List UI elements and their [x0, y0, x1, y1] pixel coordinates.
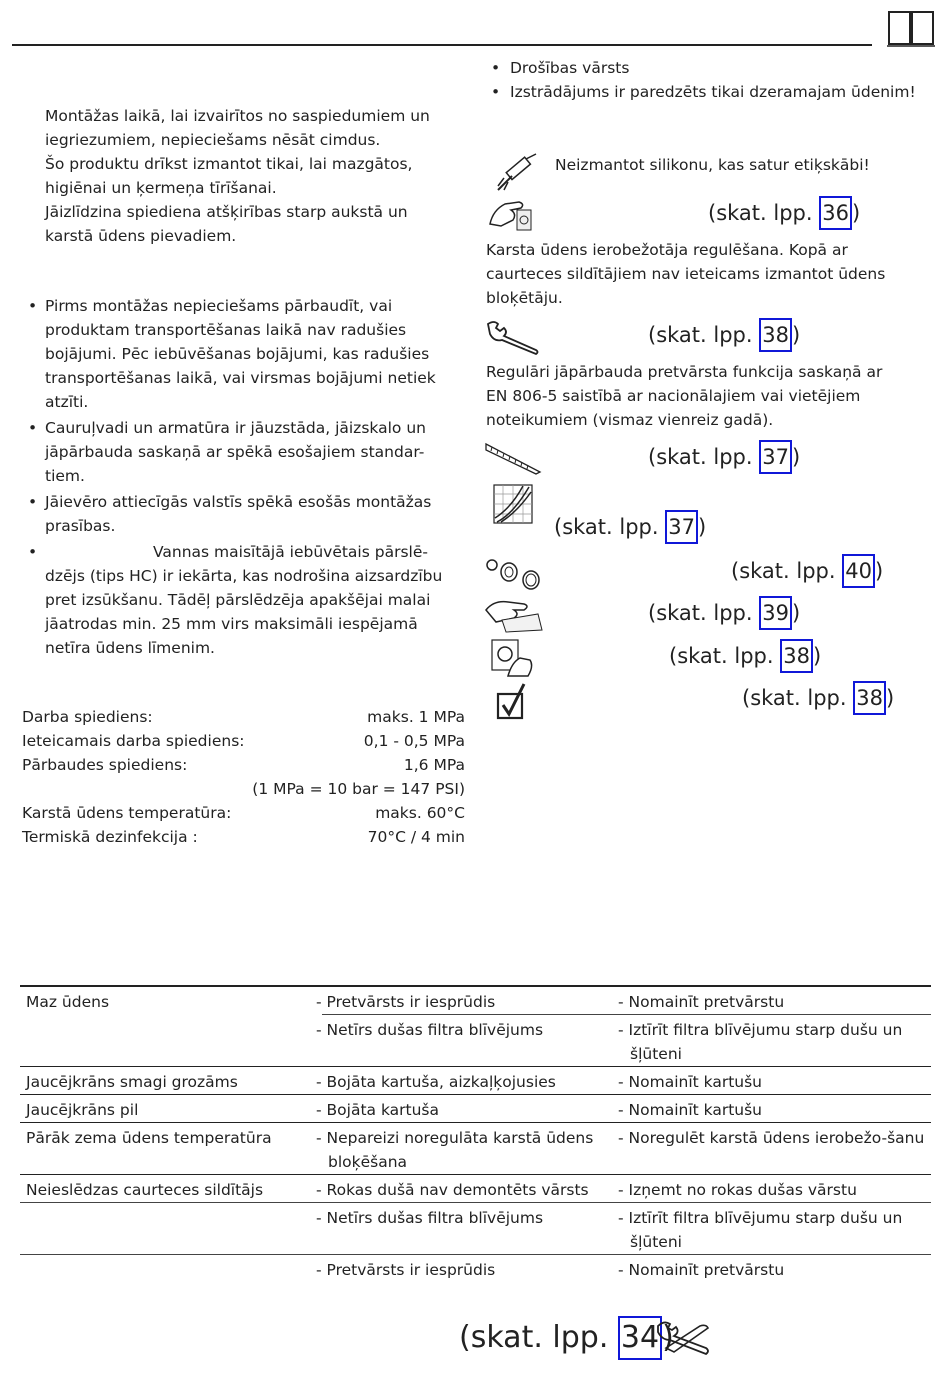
remedy-cell: - Nomainīt pretvārstu [618, 993, 785, 1011]
page-ref: (skat. lpp. 39 ) [648, 596, 800, 630]
safety-paragraph: Jāizlīdzina spiediena atšķirības starp aukstā un karstā ūdens pievadiem. [45, 203, 408, 245]
cause-cell: - Bojāta kartuša, aizkaļķojusies [316, 1073, 556, 1091]
ruler-icon [484, 440, 542, 476]
cause-cell: - Netīrs dušas filtra blīvējums [316, 1209, 544, 1227]
flow-diagram-icon [493, 484, 533, 524]
table-row [20, 1095, 931, 1123]
list-item: • Pirms montāžas nepieciešams pārbaudīt, vai produktam transportēšanas laikā nav radušies bojājumi. Pēc iebūvēšanas bojājumi, kas radušies transportēšanas laikā, vai virsmas bojājumi netiek atzīti. [28, 297, 436, 411]
cause-cell: - Nepareizi noregulāta karstā ūdens bloķēšana [316, 1129, 594, 1171]
spec-row: Ieteicamais darba spiediens: 0,1 - 0,5 MPa [22, 732, 465, 750]
problem-cell: Pārāk zema ūdens temperatūra [26, 1129, 272, 1147]
remedy-cell: - Iztīrīt filtra blīvējumu starp dušu un šļūteni [618, 1209, 903, 1251]
troubleshooting-table [20, 985, 931, 1282]
remedy-cell: - Noregulēt karstā ūdens ierobežo-šanu [618, 1129, 925, 1147]
remedy-cell: - Nomainīt pretvārstu [618, 1261, 785, 1279]
list-item: • Cauruļvadi un armatūra ir jāuzstāda, jāizskalo un jāpārbauda saskaņā ar spēkā esošajiem standar-tiem. [28, 419, 426, 485]
safety-paragraph: Montāžas laikā, lai izvairītos no saspiedumiem un iegriezumiem, nepieciešams nēsāt cimdus. [45, 107, 430, 149]
spec-row: Pārbaudes spiediens: 1,6 MPa [22, 756, 465, 774]
spec-row: Darba spiediens: maks. 1 MPa [22, 708, 465, 726]
page-ref-link[interactable]: 40 [842, 554, 875, 588]
hand-adjust-icon [487, 196, 535, 236]
table-row [20, 1015, 931, 1067]
safety-paragraphs [45, 104, 450, 248]
tools-icon [654, 1318, 712, 1358]
installation-bullets [20, 294, 450, 660]
wrench-icon [484, 318, 542, 356]
cause-cell: - Rokas dušā nav demontēts vārsts [316, 1181, 589, 1199]
table-row [20, 1067, 931, 1095]
problem-cell [20, 1015, 322, 1067]
valve-text: Regulāri jāpārbauda pretvārsta funkcija saskaņā ar EN 806-5 saistībā ar nacionālajiem vai vietējiem noteikumiem (vismaz vienreiz gadā). [486, 363, 883, 429]
remedy-cell: - Nomainīt kartušu [618, 1101, 763, 1119]
page-ref-link[interactable]: 34 [618, 1316, 662, 1360]
hot-water-text: Karsta ūdens ierobežotāja regulēšana. Kopā ar caurteces sildītājiem nav ieteicams izmantot ūdens bloķētāju. [486, 241, 886, 307]
page-ref: (skat. lpp. 40 ) [731, 554, 883, 588]
table-row [20, 1175, 931, 1203]
remedy-cell: - Iztīrīt filtra blīvējumu starp dušu un šļūteni [618, 1021, 903, 1063]
list-item: • Vannas maisītājā iebūvētais pārslē-dzējs (tips HC) ir iekārta, kas nodrošina aizsardzību pret izsūkšanu. Tādēļ pārslēdzēja apakšējai malai jāatrodas min. 25 mm virs maksimāli iespējamā netīra ūdens līmenim. [28, 543, 443, 657]
list-item: • Izstrādājums ir paredzēts tikai dzeramajam ūdenim! [491, 83, 916, 101]
page-ref-link[interactable]: 38 [780, 639, 813, 673]
silicone-gun-icon [492, 152, 540, 194]
page-ref: (skat. lpp. 38 ) [648, 318, 800, 352]
spec-row: Termiskā dezinfekcija : 70°C / 4 min [22, 828, 465, 846]
hand-knob-icon [488, 638, 536, 678]
remedy-cell: - Izņemt no rokas dušas vārstu [618, 1181, 857, 1199]
page-ref: (skat. lpp. 37 ) [648, 440, 800, 474]
spec-row: (1 MPa = 10 bar = 147 PSI) [252, 780, 465, 798]
problem-cell: Maz ūdens [26, 993, 110, 1011]
cause-cell: - Pretvārsts ir iesprūdis [316, 1261, 496, 1279]
page-ref-link[interactable]: 37 [665, 510, 698, 544]
list-item: • Jāievēro attiecīgās valstīs spēkā esošās montāžas prasības. [28, 493, 432, 535]
page-ref-link[interactable]: 38 [853, 681, 886, 715]
specs-table [22, 705, 465, 849]
problem-cell: Neieslēdzas caurteces sildītājs [26, 1181, 264, 1199]
cause-cell: - Pretvārsts ir iesprūdis [316, 993, 496, 1011]
page-ref-link[interactable]: 38 [759, 318, 792, 352]
filter-parts-icon [485, 556, 543, 592]
page-ref-link[interactable]: 36 [819, 196, 852, 230]
page-ref-link[interactable]: 39 [759, 596, 792, 630]
book-icon [886, 10, 936, 48]
checkbox-check-icon [496, 682, 528, 722]
header-rule [12, 44, 872, 46]
page-ref-link[interactable]: 37 [759, 440, 792, 474]
problem-cell: Jaucējkrāns pil [26, 1101, 139, 1119]
spec-row: Karstā ūdens temperatūra: maks. 60°C [22, 804, 465, 822]
table-row [20, 1255, 931, 1283]
page-ref: (skat. lpp. 37 ) [554, 510, 706, 544]
page-ref: (skat. lpp. 36 ) [708, 196, 860, 230]
remedy-cell: - Nomainīt kartušu [618, 1073, 763, 1091]
hand-cleaning-icon [484, 596, 544, 634]
table-row [20, 1203, 931, 1255]
problem-cell [20, 1203, 322, 1255]
cause-cell: - Bojāta kartuša [316, 1101, 439, 1119]
list-item: • Drošības vārsts [491, 59, 630, 77]
cause-cell: - Netīrs dušas filtra blīvējums [316, 1021, 544, 1039]
safety-paragraph: Šo produktu drīkst izmantot tikai, lai mazgātos, higiēnai un ķermeņa tīrīšanai. [45, 155, 413, 197]
table-row [20, 986, 931, 1015]
silicone-note: Neizmantot silikonu, kas satur etiķskābi! [555, 156, 870, 174]
problem-cell: Jaucējkrāns smagi grozāms [26, 1073, 238, 1091]
footer-page-ref: (skat. lpp. 34 ) [459, 1316, 674, 1360]
page-ref: (skat. lpp. 38 ) [669, 639, 821, 673]
page-ref: (skat. lpp. 38 ) [742, 681, 894, 715]
problem-cell [20, 1255, 322, 1283]
right-bullets [488, 56, 928, 104]
table-row [20, 1123, 931, 1175]
